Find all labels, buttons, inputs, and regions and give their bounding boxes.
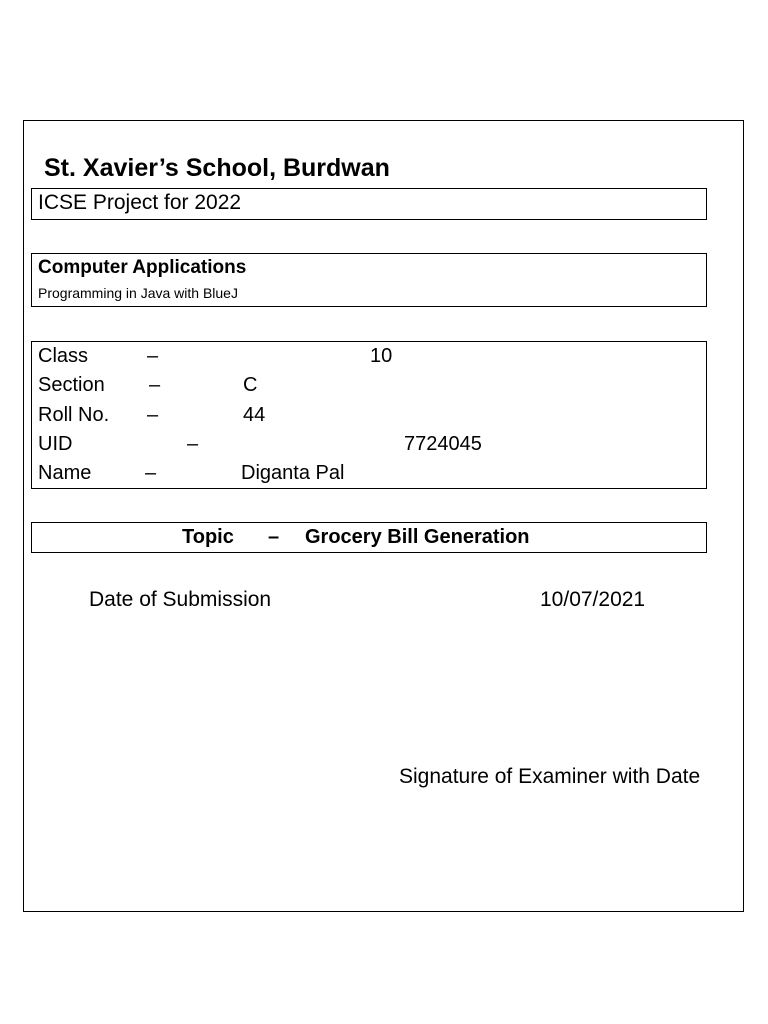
section-value: C [243, 374, 258, 396]
name-value: Diganta Pal [241, 462, 345, 484]
uid-dash: – [187, 433, 199, 455]
school-name: St. Xavier’s School, Burdwan [44, 154, 390, 182]
project-title: ICSE Project for 2022 [38, 191, 242, 214]
roll-label: Roll No. [38, 404, 110, 426]
subject-subtitle: Programming in Java with BlueJ [38, 285, 238, 301]
class-label: Class [38, 345, 89, 367]
class-dash: – [147, 345, 159, 367]
page-frame [23, 120, 744, 912]
section-label: Section [38, 374, 105, 396]
uid-label: UID [38, 433, 73, 455]
topic-value: Grocery Bill Generation [305, 526, 530, 548]
class-value: 10 [370, 345, 393, 367]
name-dash: – [145, 462, 157, 484]
student-details-box [31, 341, 707, 489]
topic-dash: – [268, 526, 280, 548]
topic-label: Topic [182, 526, 234, 548]
name-label: Name [38, 462, 92, 484]
roll-value: 44 [243, 404, 266, 426]
roll-dash: – [147, 404, 159, 426]
submission-date-value: 10/07/2021 [540, 588, 646, 611]
section-dash: – [149, 374, 161, 396]
submission-date-label: Date of Submission [89, 588, 272, 611]
uid-value: 7724045 [404, 433, 482, 455]
subject-title: Computer Applications [38, 257, 247, 278]
examiner-signature-label: Signature of Examiner with Date [399, 765, 701, 788]
